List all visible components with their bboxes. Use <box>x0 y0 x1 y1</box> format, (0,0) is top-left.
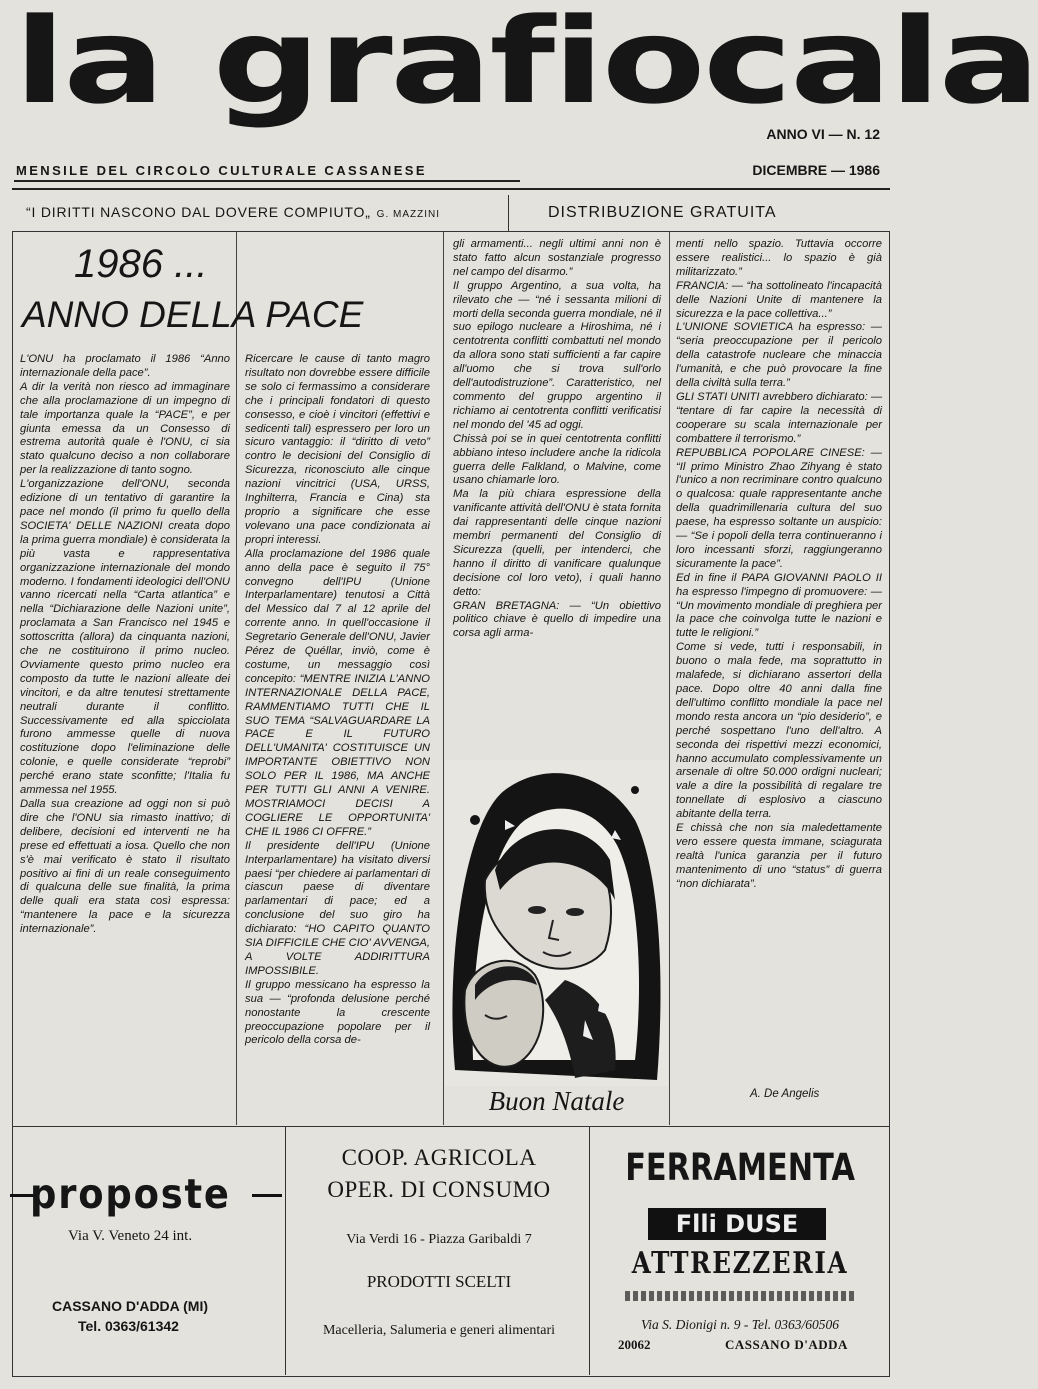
masthead <box>10 0 1038 130</box>
column-rule <box>443 232 444 1125</box>
coop-address: Via Verdi 16 - Piazza Garibaldi 7 <box>346 1232 532 1247</box>
ad-divider <box>285 1127 286 1375</box>
column-rule <box>236 232 237 1125</box>
issue-number: ANNO VI — N. 12 <box>766 126 880 142</box>
coop-tagline: PRODOTTI SCELTI <box>366 1272 512 1291</box>
paragraph: L'organizzazione dell'ONU, seconda edizione di un tentativo di garantire la pace nel mondo (il primo fu quello della SOCIETA' DELLE NAZIONI creata dopo la prima guerra mondiale) è considerata la più vasta e rappresentativa organizzazione internazionale del mondo moderno. I fondamenti ideologici dell'ONU vanno ricercati nella “Carta atlantica” e nella “Dichiarazione delle Nazioni unite”, proclamata a San Francisco nel 1945 e sottoscritta (allora) da cinquanta nazioni, che ne costituirono il primo nucleo. Ovviamente questo primo nucleo era composto da tutte le nazioni alleate dei vincitori, e da altre tenutesi strettamente neutrali durante il conflitto. Successivamente ed alla spicciolata furono ammesse quelle di nuova costituzione dopo l'eliminazione delle colonie, e quelle considerate “reprobi” perché erano state sconfitte; l'Italia fu ammessa nel 1955. <box>20 478 230 797</box>
article-byline: A. De Angelis <box>750 1088 820 1100</box>
proposte-city: CASSANO D'ADDA (MI) <box>52 1298 209 1314</box>
paragraph: L'ONU ha proclamato il 1986 “Anno internazionale della pace”. <box>20 353 230 379</box>
ferramenta-subtitle: ATTREZZERIA <box>631 1246 849 1281</box>
paragraph: L'UNIONE SOVIETICA ha espresso: — “seria preoccupazione per il pericolo della catastrofe nucleare che minaccia l'umanità, e che può provocare la fine della civiltà sulla terra.” <box>676 321 882 390</box>
paragraph: gli armamenti... negli ultimi anni non è stato fatto alcun sostanziale progresso nel campo del disarmo.” <box>453 238 661 278</box>
motto-author: G. MAZZINI <box>376 209 441 220</box>
madonna-and-child-image <box>445 760 668 1086</box>
masthead-subtitle: MENSILE DEL CIRCOLO CULTURALE CASSANESE <box>16 163 427 178</box>
ferramenta-brand-box: Flli DUSE <box>648 1208 826 1240</box>
motto-bar <box>12 195 890 232</box>
coop-goods: Macelleria, Salumeria e generi alimentari <box>322 1323 556 1338</box>
article-column-2 <box>245 353 430 1048</box>
subtitle-underline <box>14 180 520 182</box>
madonna-illustration <box>445 760 668 1086</box>
illustration-caption: Buon Natale <box>488 1086 625 1116</box>
paragraph: Come si vede, tutti i responsabili, in buono o mala fede, ma soprattutto in malafede, si dichiarano assertori della pace. Dopo oltre 40 anni dalla fine dell'ultimo conflitto mondiale la pace nel mondo resta ancora un “pio desiderio”, e perché sospettano l'uno dell'altro. A seconda dei rispettivi mezzi economici, hanno accumulato complessivamente un arsenale di oltre 50.000 ordigni nucleari; vale a dire la possibilità di regalare tre tonnellate di esplosivo a ciascuno abitante della terra. <box>676 641 882 821</box>
article-column-3 <box>453 238 661 641</box>
paragraph: menti nello spazio. Tuttavia occorre essere realistici... lo spazio è già militarizzato.” <box>676 238 882 278</box>
ad-divider <box>589 1127 590 1375</box>
issue-date: DICEMBRE — 1986 <box>752 162 880 178</box>
proposte-logo: proposte <box>30 1170 231 1218</box>
article-headline <box>16 240 436 350</box>
article-column-4 <box>676 238 882 892</box>
paragraph: REPUBBLICA POPOLARE CINESE: — “Il primo Ministro Zhao Zihyang è stato l'unico a non recriminare contro qualcuno o qualcosa: quale rappresentante anche della quadrimillenaria cultura del suo paese, ha espresso soltante un auspicio: — “Se i popoli della terra continueranno i loro incessanti sforzi, raggiungeranno sicuramente la pace”. <box>676 446 882 570</box>
distribution-label: DISTRIBUZIONE GRATUITA <box>548 204 777 221</box>
ferramenta-logo: FERRAMENTA <box>625 1146 855 1189</box>
column-rule <box>669 232 670 1125</box>
paragraph: GRAN BRETAGNA: — “Un obiettivo politico chiave è quello di impedire una corsa agli arma- <box>453 599 661 640</box>
paragraph: FRANCIA: — “ha sottolineato l'incapacità delle Nazioni Unite di mantenere la sicurezza e la pace collettiva...” <box>676 279 882 320</box>
coop-name-line-2: OPER. DI CONSUMO <box>327 1177 551 1202</box>
paragraph: Ed in fine il PAPA GIOVANNI PAOLO II ha espresso l'impegno di promuovere: — “Un movimento mondiale di preghiera per la pace che coinvolga tutte le nazioni e tutte le religioni.” <box>676 571 882 640</box>
paragraph: Il gruppo messicano ha espresso la sua — “profonda delusione perché nonostante la crescente preoccupazione popolare per il pericolo della corsa de- <box>245 978 430 1047</box>
paragraph: E chissà che non sia maledettamente vero essere questa immane, sciagurata realtà l'unica garanzia per il futuro mantenimento di uno “status” di guerra “non dichiarata”. <box>676 822 882 890</box>
headline-title: ANNO DELLA PACE <box>22 294 364 335</box>
motto-text: “I DIRITTI NASCONO DAL DOVERE COMPIUTO„ <box>26 204 371 220</box>
paragraph: A dir la verità non riesco ad immaginare che alla proclamazione di un impegno di tale importanza quale la “PACE”, e per giunta emessa da un Consesso di estrema autorità quale è l'ONU, ci sia stato qualcuno deciso a non collaborare per la realizzazione di tanto sogno. <box>20 380 230 477</box>
headline-year: 1986 ... <box>74 242 208 286</box>
paragraph: Il presidente dell'IPU (Unione Interparlamentare) ha visitato diversi paesi “per chiedere ai parlamentari di ciascun paese di diventare parlamentari di pace; ed a conclusione del suo giro ha dichiarato: “HO CAPITO QUANTO SIA DIFFICILE CHE CIO' AVVENGA, A VOLTE ADDIRITTURA IMPOSSIBILE. <box>245 839 430 977</box>
coop-name-line-1: COOP. AGRICOLA <box>341 1145 537 1170</box>
article-column-1 <box>20 353 230 937</box>
paragraph: Dalla sua creazione ad oggi non si può dire che l'ONU sia rimasto inattivo; di delibere, decisioni ed interventi ne ha prese ed effettuati a iosa. Quello che non s'è mai verificato è stato il risultato positivo ai fini di un reale conseguimento di qualcuna delle sue finalità, la prima delle quali era stata così espressa: “mantenere la pace e la sicurezza internazionale”. <box>20 798 230 936</box>
proposte-rule-right <box>252 1194 282 1197</box>
ferramenta-address: Via S. Dionigi n. 9 - Tel. 0363/60506 <box>640 1317 839 1332</box>
ferramenta-ornament <box>625 1291 855 1301</box>
motto-divider <box>508 195 509 231</box>
motto-quote <box>26 204 440 220</box>
paragraph: GLI STATI UNITI avrebbero dichiarato: — “tentare di far capire la necessità di cooperare su scala internazionale per combattere il terrorismo.” <box>676 390 882 445</box>
masthead-rule <box>12 188 890 190</box>
ferramenta-postcode: 20062 <box>618 1337 651 1352</box>
paragraph: Ricercare le cause di tanto magro risultato non dovrebbe essere difficile se solo ci fermassimo a considerare che i principali fondatori di questo consesso, e cioè i vincitori (effettivi e sedicenti tali) espressero per loro un sicuro vantaggio: il “diritto di veto” contro le decisioni del Consiglio di Sicurezza, riconosciuto alle cinque nazioni vincitrici (USA, URSS, Inghilterra, Francia e Cina) sta proprio a significare che esse volevano una pace condizionata ai propri interessi. <box>245 353 430 546</box>
paragraph: Alla proclamazione del 1986 quale anno della pace è seguito il 75° convegno dell'IPU (Unione Interparlamentare) tenutosi a Città del Messico dal 7 al 12 aprile del corrente anno. In quell'occasione il Segretario Generale dell'ONU, Javier Pérez de Quéllar, inviò, come è costume, un messaggio così concepito: “MENTRE INIZIA L'ANNO INTERNAZIONALE DELLA PACE, RAMMENTIAMO TUTTI CHE IL SUO TEMA “SALVAGUARDARE LA PACE E IL FUTURO DELL'UMANITA' COSTITUISCE UN IMPORTANTE OBIETTIVO NON SOLO PER IL 1986, MA ANCHE PER TUTTI GLI ANNI A VENIRE. MOSTRIAMOCI DECISI A COGLIERE LE OPPORTUNITA' CHE IL 1986 CI OFFRE.” <box>245 547 430 838</box>
paragraph: Chissà poi se in quei centotrenta conflitti abbiano inteso includere anche la ridicola guerra delle Falkland, o Malvine, come usano chiamarle loro. <box>453 432 661 487</box>
proposte-phone: Tel. 0363/61342 <box>78 1318 179 1334</box>
ferramenta-city: CASSANO D'ADDA <box>725 1337 848 1352</box>
proposte-address: Via V. Veneto 24 int. <box>68 1228 193 1244</box>
paragraph: Ma la più chiara espressione della vanificante attività dell'ONU è stata fornita dai rappresentanti delle cinque nazioni membri permanenti del Consiglio di Sicurezza (quelli, per intenderci, che hanno il diritto di vanificare qualunque decisione col loro veto), i quali hanno detto: <box>453 488 661 598</box>
paragraph: Il gruppo Argentino, a sua volta, ha rilevato che — “né i sessanta milioni di morti della seconda guerra mondiale, né il suo epilogo nucleare a Hiroshima, né i centotrenta conflitti combattuti nel mondo da allora sono stati sufficienti a far capire all'uomo che si trova sull'orlo dell'autodistruzione”. Caratteristico, nel commento del gruppo argentino il richiamo ai centotrenta conflitti verificatisi nel mondo del '45 ad oggi. <box>453 279 661 431</box>
masthead-title: la grafiocala <box>14 0 1038 130</box>
